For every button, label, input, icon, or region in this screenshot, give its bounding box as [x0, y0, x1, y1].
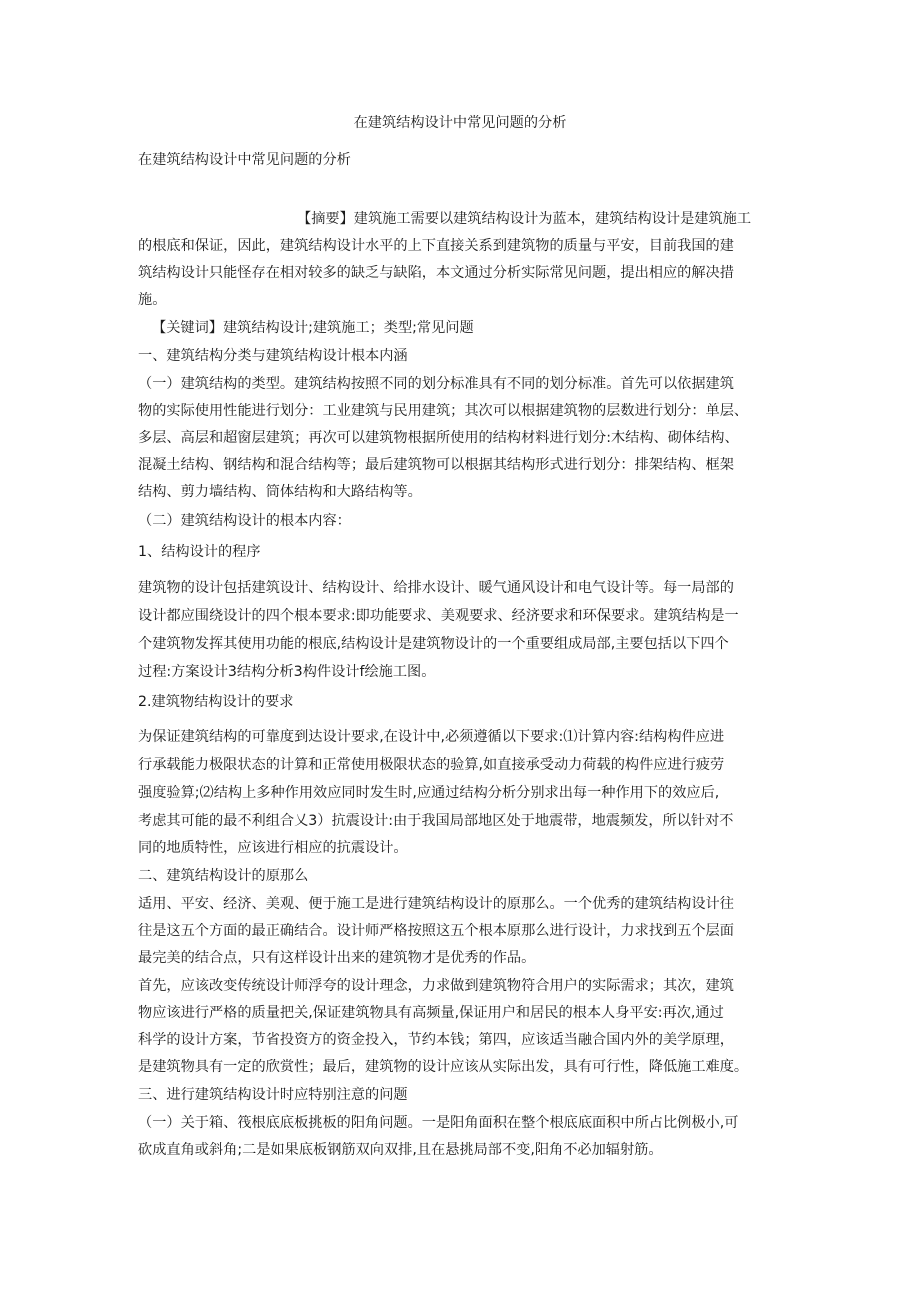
- paragraph-line: （二）建筑结构设计的根本内容：: [138, 513, 351, 529]
- abstract-line: 筑结构设计只能怪存在相对较多的缺乏与缺陷，本文通过分析实际常见问题，提出相应的解决措: [138, 265, 734, 281]
- paragraph-line: 为保证建筑结构的可靠度到达设计要求,在设计中,必须遵循以下要求:⑴计算内容:结构构件应进: [138, 729, 725, 745]
- paragraph-line: 强度验算;⑵结构上多种作用效应同时发生时,应通过结构分析分别求出每一种作用下的效应后,: [138, 785, 720, 801]
- section-heading: 一、建筑结构分类与建筑结构设计根本内涵: [138, 348, 408, 364]
- abstract-line: 的根底和保证，因此，建筑结构设计水平的上下直接关系到建筑物的质量与平安，目前我国的建: [138, 238, 734, 254]
- paragraph-line: 科学的设计方案，节省投资方的资金投入，节约本钱；第四，应该适当融合国内外的美学原理，: [138, 1032, 734, 1048]
- paragraph-line: 过程:方案设计3结构分析3构件设计f绘施工图。: [138, 664, 436, 680]
- paragraph-line: 首先，应该改变传统设计师浮夸的设计理念，力求做到建筑物符合用户的实际需求；其次，建筑: [138, 978, 734, 994]
- paragraph-line: （一）建筑结构的类型。建筑结构按照不同的划分标准具有不同的划分标准。首先可以依据建筑: [138, 376, 734, 392]
- section-heading: 二、建筑结构设计的原那么: [138, 868, 309, 884]
- paragraph-line: 同的地质特性，应该进行相应的抗震设计。: [138, 840, 408, 856]
- paragraph-line: 结构、剪力墙结构、筒体结构和大路结构等。: [138, 484, 422, 500]
- paragraph-line: 混凝土结构、钢结构和混合结构等；最后建筑物可以根据其结构形式进行划分：排架结构、框架: [138, 457, 734, 473]
- document-title: 在建筑结构设计中常见问题的分析: [353, 115, 567, 131]
- paragraph-line: 多层、高层和超窗层建筑；再次可以建筑物根据所使用的结构材料进行划分:木结构、砌体结构、: [138, 430, 739, 446]
- paragraph-line: 砍成直角或斜角;二是如果底板钢筋双向双排,且在悬挑局部不变,阳角不必加辐射筋。: [138, 1142, 663, 1158]
- paragraph-line: 考虑其可能的最不利组合乂3）抗震设计:由于我国局部地区处于地震带，地震频发，所以针对不: [138, 813, 734, 829]
- abstract-line: 【摘要】建筑施工需要以建筑结构设计为蓝本，建筑结构设计是建筑施工: [297, 211, 752, 227]
- subsection-heading: 2.建筑物结构设计的要求: [138, 694, 294, 710]
- paragraph-line: 建筑物的设计包括建筑设计、结构设计、给排水设计、暖气通风设计和电气设计等。每一局部的: [138, 580, 734, 596]
- paragraph-line: （一）关于箱、筏根底底板挑板的阳角问题。一是阳角面积在整个根底底面积中所占比例极小,可: [138, 1115, 739, 1131]
- section-heading: 三、进行建筑结构设计时应特别注意的问题: [138, 1087, 408, 1103]
- paragraph-line: 个建筑物发挥其使用功能的根底,结构设计是建筑物设计的一个重要组成局部,主要包括以下四个: [138, 636, 729, 652]
- paragraph-line: 适用、平安、经济、美观、便于施工是进行建筑结构设计的原那么。一个优秀的建筑结构设计往: [138, 896, 734, 912]
- paragraph-line: 行承载能力极限状态的计算和正常使用极限状态的验算,如直接承受动力荷载的构件应进行疲劳: [138, 757, 725, 773]
- subsection-heading: 1、结构设计的程序: [138, 544, 261, 560]
- paragraph-line: 往是这五个方面的最正确结合。设计师严格按照这五个根本原那么进行设计，力求找到五个层面: [138, 923, 734, 939]
- keywords-line: 【关键词】建筑结构设计;建筑施工；类型;常见问题: [152, 320, 474, 336]
- paragraph-line: 物的实际使用性能进行划分：工业建筑与民用建筑；其次可以根据建筑物的层数进行划分：单层、: [138, 403, 749, 419]
- abstract-line: 施。: [138, 292, 167, 308]
- paragraph-line: 最完美的结合点，只有这样设计出来的建筑物才是优秀的作品。: [138, 950, 536, 966]
- paragraph-line: 设计都应围绕设计的四个根本要求:即功能要求、美观要求、经济要求和环保要求。建筑结构是一: [138, 608, 739, 624]
- paragraph-line: 是建筑物具有一定的欣赏性；最后，建筑物的设计应该从实际出发，具有可行性，降低施工难度。: [138, 1059, 749, 1075]
- document-subtitle: 在建筑结构设计中常见问题的分析: [138, 152, 351, 168]
- paragraph-line: 物应该进行严格的质量把关,保证建筑物具有高频量,保证用户和居民的根本人身平安:再次,通过: [138, 1005, 724, 1021]
